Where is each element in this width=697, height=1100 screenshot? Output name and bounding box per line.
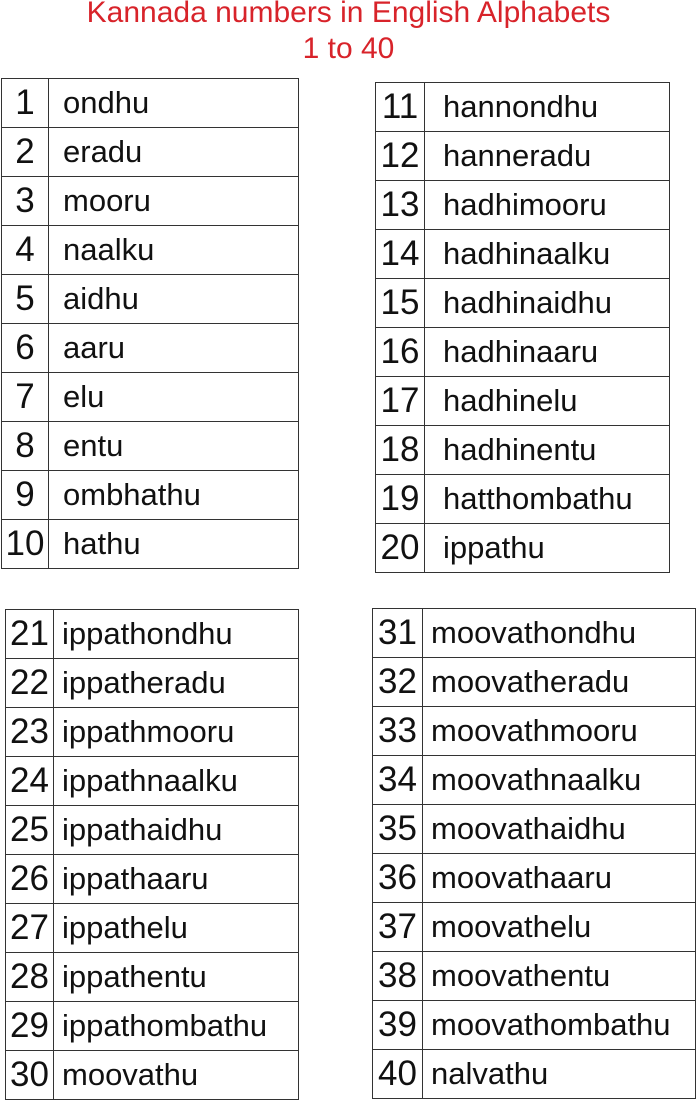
number-cell: 20 [376, 524, 425, 573]
word-cell: hadhinelu [425, 377, 670, 426]
table-row [2, 422, 299, 471]
word-cell: hanneradu [425, 132, 670, 181]
table-row [2, 520, 299, 569]
number-cell: 14 [376, 230, 425, 279]
number-cell: 17 [376, 377, 425, 426]
word-cell: hadhinaidhu [425, 279, 670, 328]
table-row [6, 904, 299, 953]
number-cell: 21 [6, 610, 54, 659]
word-cell: moovathaaru [423, 854, 696, 903]
word-cell: ippathaaru [54, 855, 299, 904]
table-row [376, 426, 670, 475]
table-row [373, 1050, 696, 1099]
table-row [376, 377, 670, 426]
number-cell: 4 [2, 226, 49, 275]
word-cell: moovathnaalku [423, 756, 696, 805]
word-cell: ippathombathu [54, 1002, 299, 1051]
number-cell: 12 [376, 132, 425, 181]
table-row [373, 658, 696, 707]
table-row [376, 524, 670, 573]
number-cell: 31 [373, 609, 423, 658]
numbers-table-31-to-40 [372, 608, 696, 1099]
table-row [376, 132, 670, 181]
word-cell: moovathmooru [423, 707, 696, 756]
number-cell: 38 [373, 952, 423, 1001]
word-cell: moovathu [54, 1051, 299, 1100]
table-row [373, 756, 696, 805]
number-cell: 22 [6, 659, 54, 708]
table-row [376, 181, 670, 230]
table-row [6, 610, 299, 659]
word-cell: ippathu [425, 524, 670, 573]
number-cell: 39 [373, 1001, 423, 1050]
word-cell: hatthombathu [425, 475, 670, 524]
table-row [373, 609, 696, 658]
word-cell: eradu [49, 128, 299, 177]
word-cell: hadhinaalku [425, 230, 670, 279]
word-cell: moovathelu [423, 903, 696, 952]
number-cell: 18 [376, 426, 425, 475]
word-cell: hadhinentu [425, 426, 670, 475]
numbers-table-21-to-30 [5, 609, 299, 1100]
word-cell: naalku [49, 226, 299, 275]
word-cell: mooru [49, 177, 299, 226]
word-cell: ippathmooru [54, 708, 299, 757]
table-row [2, 79, 299, 128]
table-row [373, 805, 696, 854]
table-row [2, 373, 299, 422]
word-cell: ippathnaalku [54, 757, 299, 806]
table-row [373, 1001, 696, 1050]
number-cell: 15 [376, 279, 425, 328]
word-cell: ondhu [49, 79, 299, 128]
number-cell: 9 [2, 471, 49, 520]
word-cell: ippathondhu [54, 610, 299, 659]
word-cell: moovatheradu [423, 658, 696, 707]
number-cell: 34 [373, 756, 423, 805]
number-cell: 16 [376, 328, 425, 377]
word-cell: ippatheradu [54, 659, 299, 708]
word-cell: ippathelu [54, 904, 299, 953]
page-title: Kannada numbers in English Alphabets [86, 0, 611, 29]
table-row [6, 1002, 299, 1051]
table-row [6, 953, 299, 1002]
word-cell: nalvathu [423, 1050, 696, 1099]
number-cell: 35 [373, 805, 423, 854]
table-row [376, 279, 670, 328]
table-row [373, 903, 696, 952]
number-cell: 26 [6, 855, 54, 904]
table-row [376, 475, 670, 524]
table-row [376, 328, 670, 377]
number-cell: 6 [2, 324, 49, 373]
table-row [2, 177, 299, 226]
word-cell: elu [49, 373, 299, 422]
number-cell: 5 [2, 275, 49, 324]
table-row [373, 707, 696, 756]
number-cell: 19 [376, 475, 425, 524]
word-cell: moovathaidhu [423, 805, 696, 854]
number-cell: 3 [2, 177, 49, 226]
word-cell: hadhimooru [425, 181, 670, 230]
word-cell: aaru [49, 324, 299, 373]
number-cell: 13 [376, 181, 425, 230]
number-cell: 2 [2, 128, 49, 177]
numbers-table-11-to-20 [375, 82, 670, 573]
table-row [376, 83, 670, 132]
number-cell: 37 [373, 903, 423, 952]
table-row [2, 324, 299, 373]
table-row [6, 1051, 299, 1100]
word-cell: entu [49, 422, 299, 471]
number-cell: 30 [6, 1051, 54, 1100]
word-cell: moovathondhu [423, 609, 696, 658]
number-cell: 40 [373, 1050, 423, 1099]
table-row [6, 757, 299, 806]
number-cell: 24 [6, 757, 54, 806]
number-cell: 36 [373, 854, 423, 903]
page-subtitle: 1 to 40 [302, 32, 395, 65]
number-cell: 1 [2, 79, 49, 128]
word-cell: ippathentu [54, 953, 299, 1002]
word-cell: hannondhu [425, 83, 670, 132]
word-cell: ombhathu [49, 471, 299, 520]
word-cell: aidhu [49, 275, 299, 324]
table-row [6, 708, 299, 757]
table-row [2, 128, 299, 177]
number-cell: 28 [6, 953, 54, 1002]
table-row [373, 952, 696, 1001]
word-cell: moovathombathu [423, 1001, 696, 1050]
word-cell: hathu [49, 520, 299, 569]
table-row [2, 226, 299, 275]
word-cell: moovathentu [423, 952, 696, 1001]
table-row [376, 230, 670, 279]
number-cell: 7 [2, 373, 49, 422]
table-row [373, 854, 696, 903]
number-cell: 27 [6, 904, 54, 953]
word-cell: hadhinaaru [425, 328, 670, 377]
table-row [6, 806, 299, 855]
number-cell: 8 [2, 422, 49, 471]
number-cell: 11 [376, 83, 425, 132]
number-cell: 23 [6, 708, 54, 757]
number-cell: 29 [6, 1002, 54, 1051]
table-row [2, 275, 299, 324]
numbers-table-1-to-10 [1, 78, 299, 569]
table-row [6, 659, 299, 708]
table-row [6, 855, 299, 904]
number-cell: 32 [373, 658, 423, 707]
number-cell: 25 [6, 806, 54, 855]
number-cell: 33 [373, 707, 423, 756]
table-row [2, 471, 299, 520]
number-cell: 10 [2, 520, 49, 569]
word-cell: ippathaidhu [54, 806, 299, 855]
